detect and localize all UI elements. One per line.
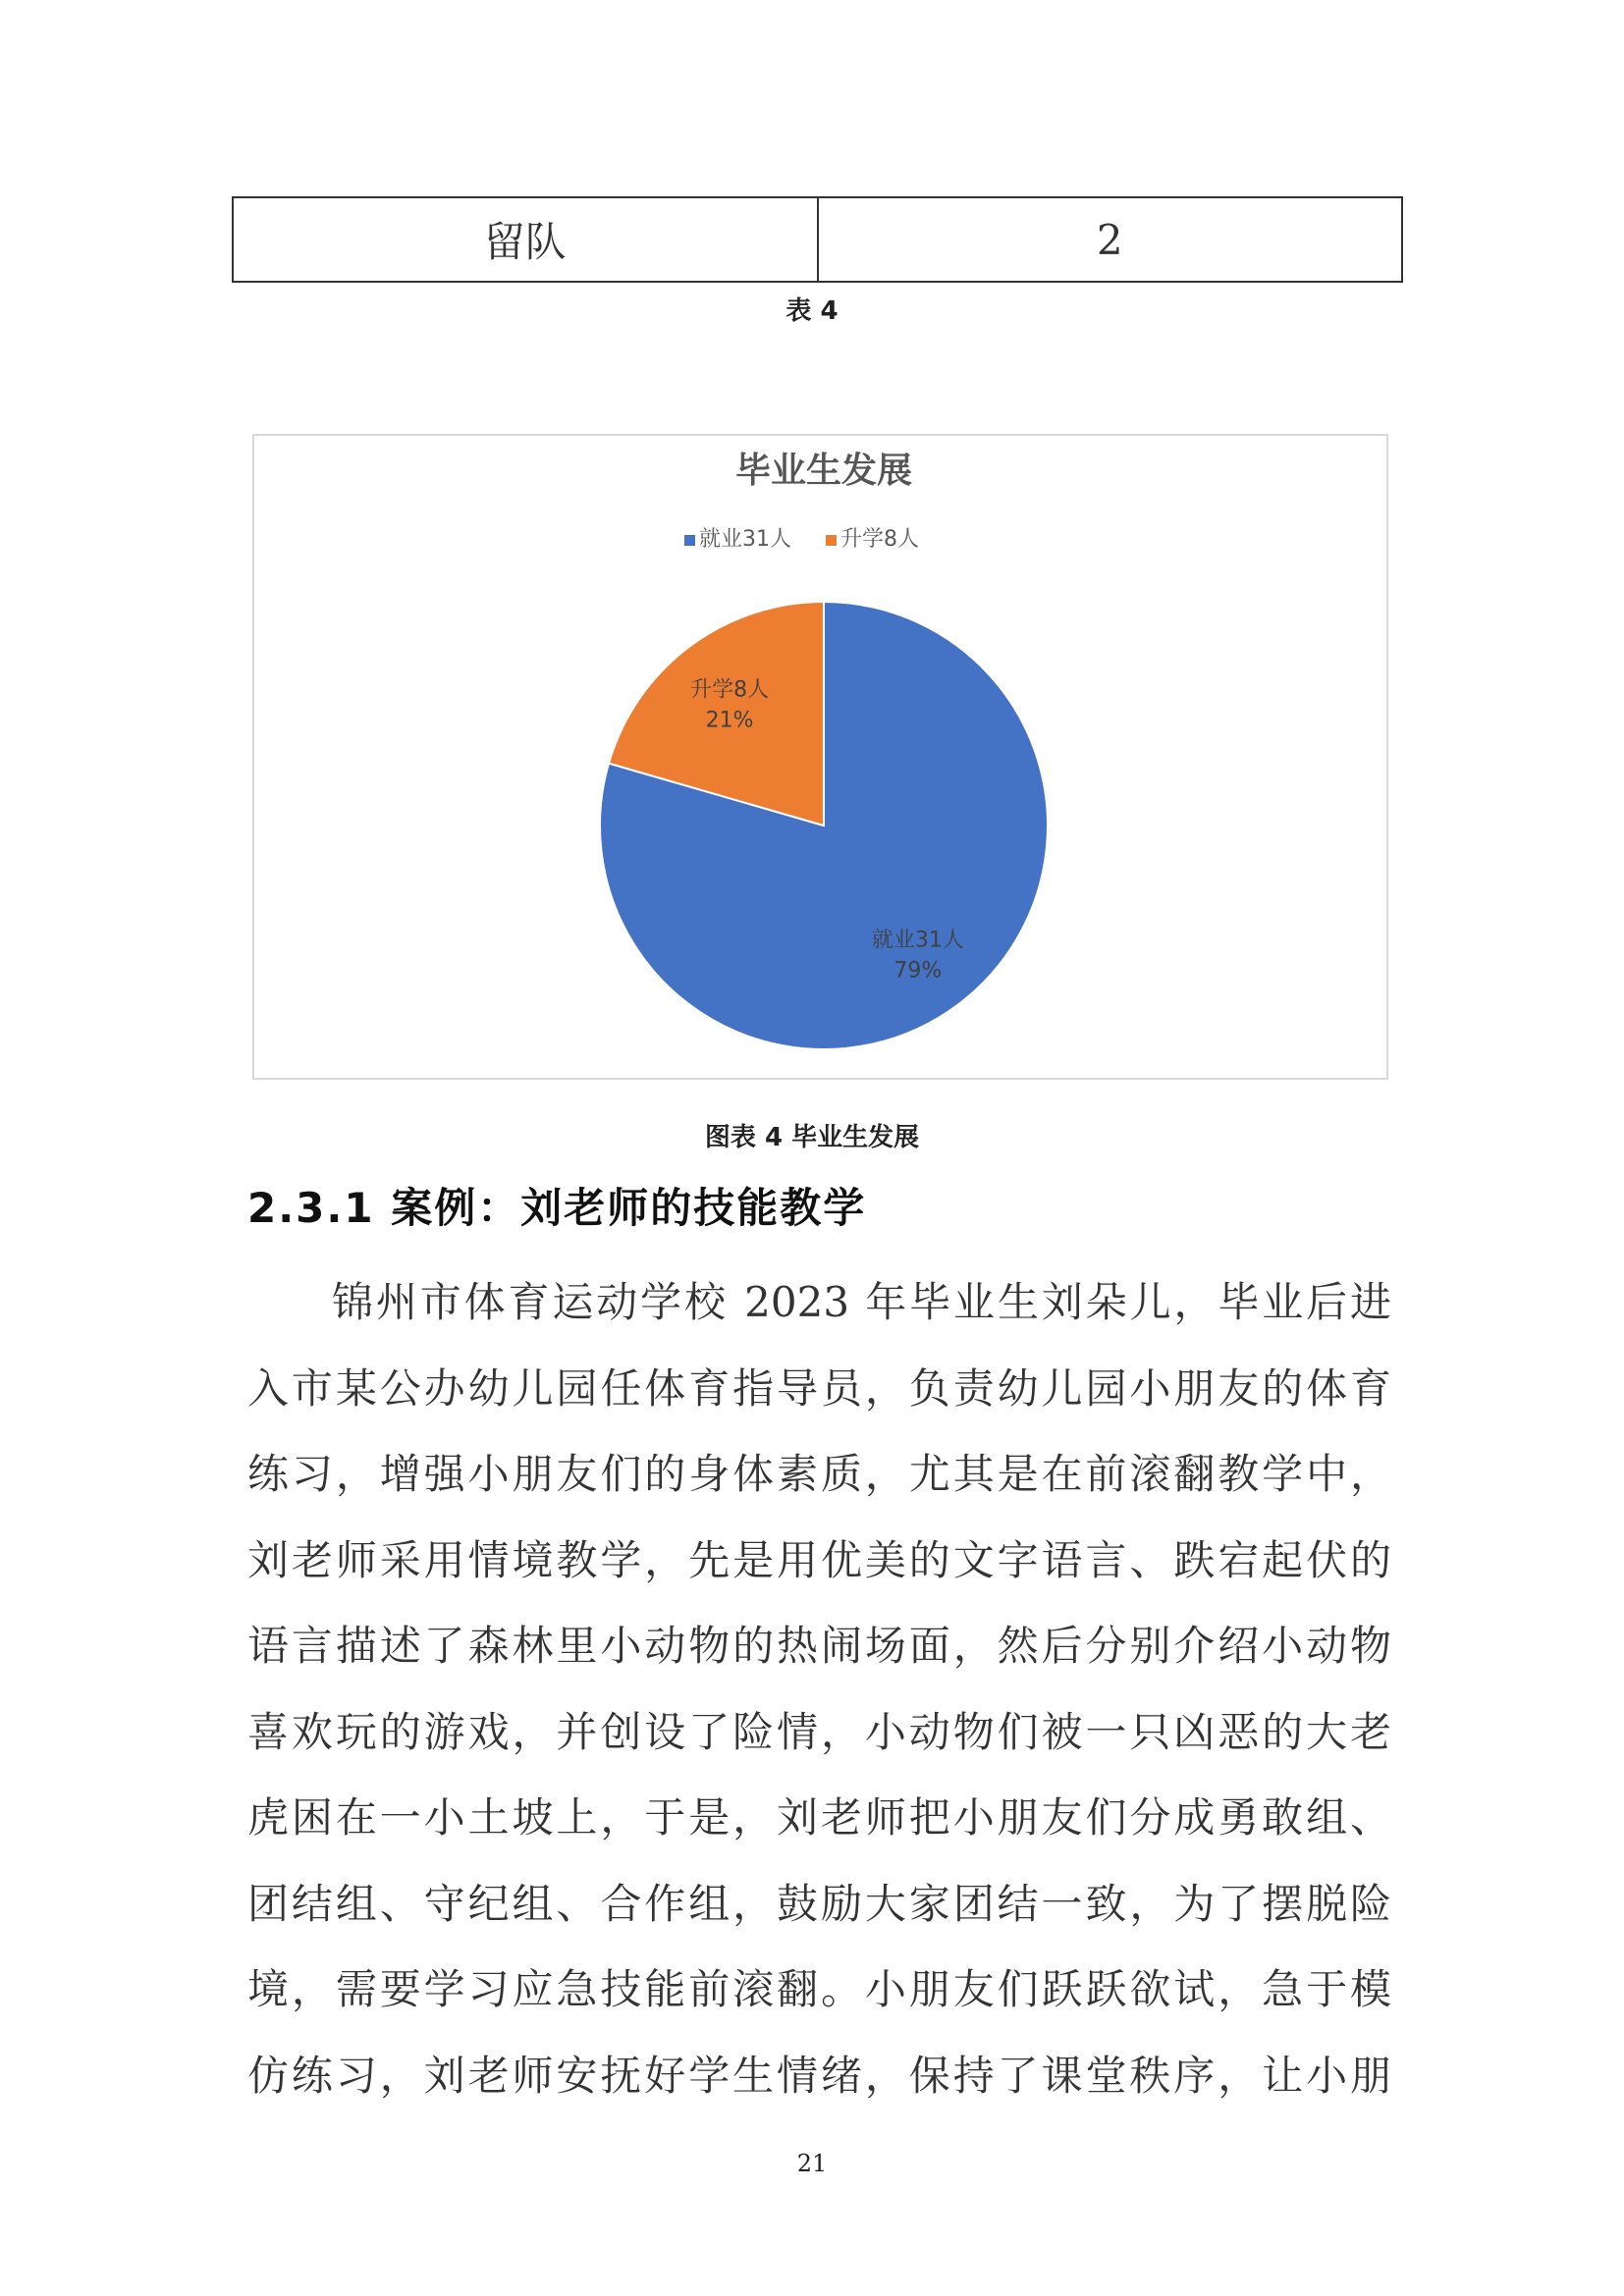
page-number: 21 — [796, 2150, 828, 2177]
legend-item — [826, 527, 919, 552]
legend-swatch — [684, 535, 695, 546]
legend-label: 就业31人 — [699, 527, 791, 552]
body-line: 刘老师采用情境教学，先是用优美的文字语言、跌宕起伏的 — [247, 1535, 1391, 1584]
slice-category-label: 就业31人 — [871, 928, 964, 953]
section-heading: 2.3.1 案例：刘老师的技能教学 — [247, 1184, 867, 1232]
pie-slices — [600, 602, 1048, 1049]
table-caption: 表 4 — [785, 296, 839, 326]
legend-item — [684, 527, 791, 552]
table-cell: 留队 — [233, 197, 818, 282]
body-paragraph — [247, 1259, 1391, 2118]
chart-legend — [684, 527, 919, 552]
body-line: 仿练习，刘老师安抚好学生情绪，保持了课堂秩序，让小朋 — [247, 2051, 1391, 2100]
chart-caption: 图表 4 毕业生发展 — [704, 1123, 920, 1152]
body-line: 入市某公办幼儿园任体育指导员，负责幼儿园小朋友的体育 — [247, 1363, 1391, 1413]
table-cell: 2 — [818, 197, 1403, 282]
pie-chart — [254, 436, 1386, 1078]
body-line: 语言描述了森林里小动物的热闹场面，然后分别介绍小动物 — [247, 1622, 1391, 1670]
slice-category-label: 升学8人 — [690, 677, 770, 703]
legend-label: 升学8人 — [840, 527, 919, 552]
table-row — [233, 197, 1402, 282]
body-line: 练习，增强小朋友们的身体素质，尤其是在前滚翻教学中， — [247, 1450, 1391, 1498]
body-line: 锦州市体育运动学校 2023 年毕业生刘朵儿，毕业后进 — [332, 1278, 1391, 1326]
slice-percent-label: 79% — [893, 958, 943, 984]
body-line: 虎困在一小土坡上，于是，刘老师把小朋友们分成勇敢组、 — [247, 1793, 1391, 1842]
body-line: 境，需要学习应急技能前滚翻。小朋友们跃跃欲试，急于模 — [247, 1965, 1391, 2013]
body-line: 喜欢玩的游戏，并创设了险情，小动物们被一只凶恶的大老 — [247, 1707, 1391, 1756]
chart-title: 毕业生发展 — [734, 451, 913, 491]
body-line: 团结组、守纪组、合作组，鼓励大家团结一致，为了摆脱险 — [247, 1879, 1391, 1928]
data-table — [232, 196, 1403, 283]
chart-container — [252, 434, 1388, 1080]
slice-percent-label: 21% — [705, 708, 754, 733]
legend-swatch — [826, 535, 837, 546]
